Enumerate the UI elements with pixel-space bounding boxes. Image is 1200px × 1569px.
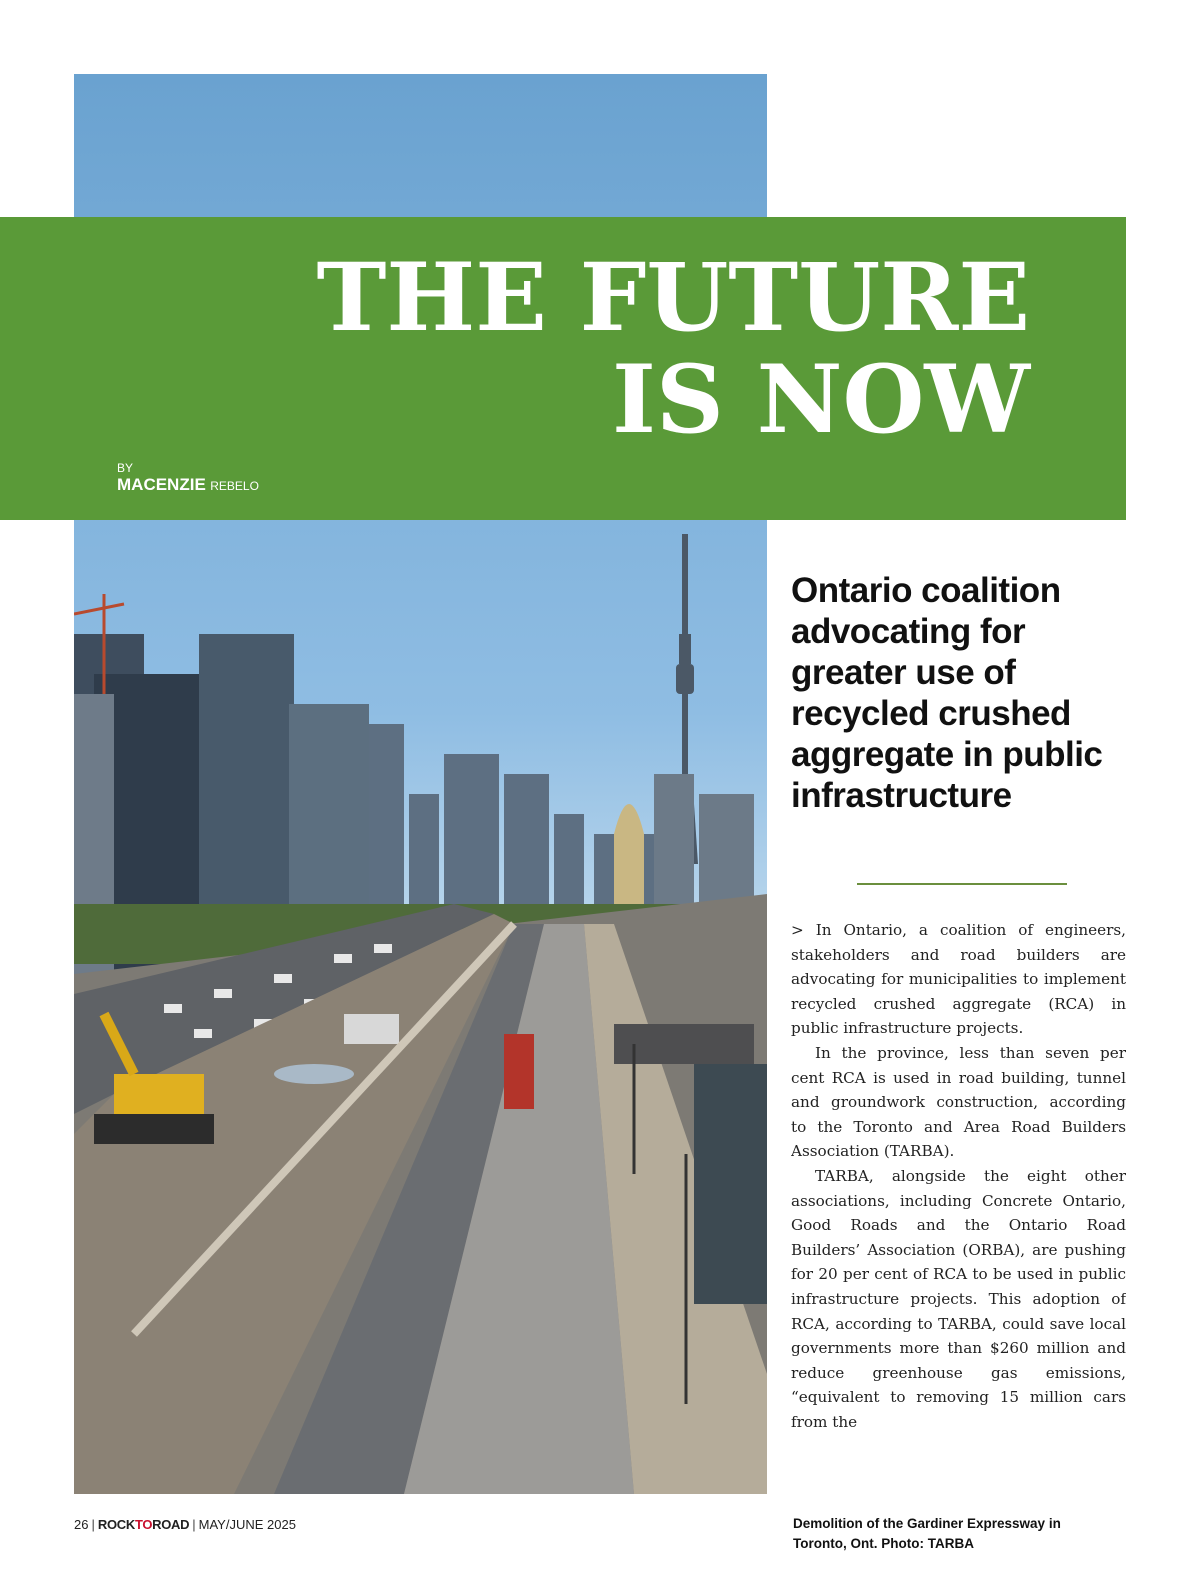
article-deck: Ontario coalition advocating for greater use of recycled crushed aggregate in public infrastructure: [791, 571, 1103, 815]
logo-to: TO: [134, 1517, 153, 1532]
article-body: [791, 918, 1126, 1458]
paragraph-2: In the province, less than seven per cent RCA is used in road building, tunnel and groundwork construction, according to the Toronto and Area Road Builders Association (TARBA).: [791, 1043, 1126, 1161]
issue-date: MAY/JUNE 2025: [198, 1517, 296, 1532]
headline-line-2: IS NOW: [612, 345, 1030, 455]
photo-caption: Demolition of the Gardiner Expressway in Toronto, Ont. Photo: TARBA: [793, 1516, 1061, 1551]
headline-line-1: THE FUTURE: [316, 243, 1030, 353]
deck-divider: [857, 883, 1067, 885]
byline: [117, 461, 259, 495]
footer-separator-2: |: [192, 1517, 196, 1532]
magazine-logo: [98, 1517, 189, 1532]
page-number: 26: [74, 1517, 89, 1532]
page-footer: [74, 1517, 296, 1532]
logo-road: ROAD: [152, 1517, 190, 1532]
paragraph-3: TARBA, alongside the eight other associations, including Concrete Ontario, Good Roads and the Ontario Road Builders’ Association (ORBA), are pushing for 20 per cent of RCA to be used in public infrastructure projects. This adoption of RCA, according to TARBA, could save local governments more than $260 million and reduce greenhouse gas emissions, “equivalent to removing 15 million cars from the: [791, 1166, 1126, 1431]
footer-separator: |: [91, 1517, 95, 1532]
author-last-name: REBELO: [210, 479, 259, 493]
title-banner: [0, 217, 1126, 520]
logo-rock: ROCK: [97, 1517, 135, 1532]
byline-label: BY: [117, 461, 134, 475]
author-first-name: MACENZIE: [117, 475, 206, 494]
headline: [316, 243, 1030, 455]
paragraph-1: > In Ontario, a coalition of engineers, stakeholders and road builders are advocating for municipalities to implement recycled crushed aggregate (RCA) in public infrastructure projects.: [791, 921, 1126, 1038]
